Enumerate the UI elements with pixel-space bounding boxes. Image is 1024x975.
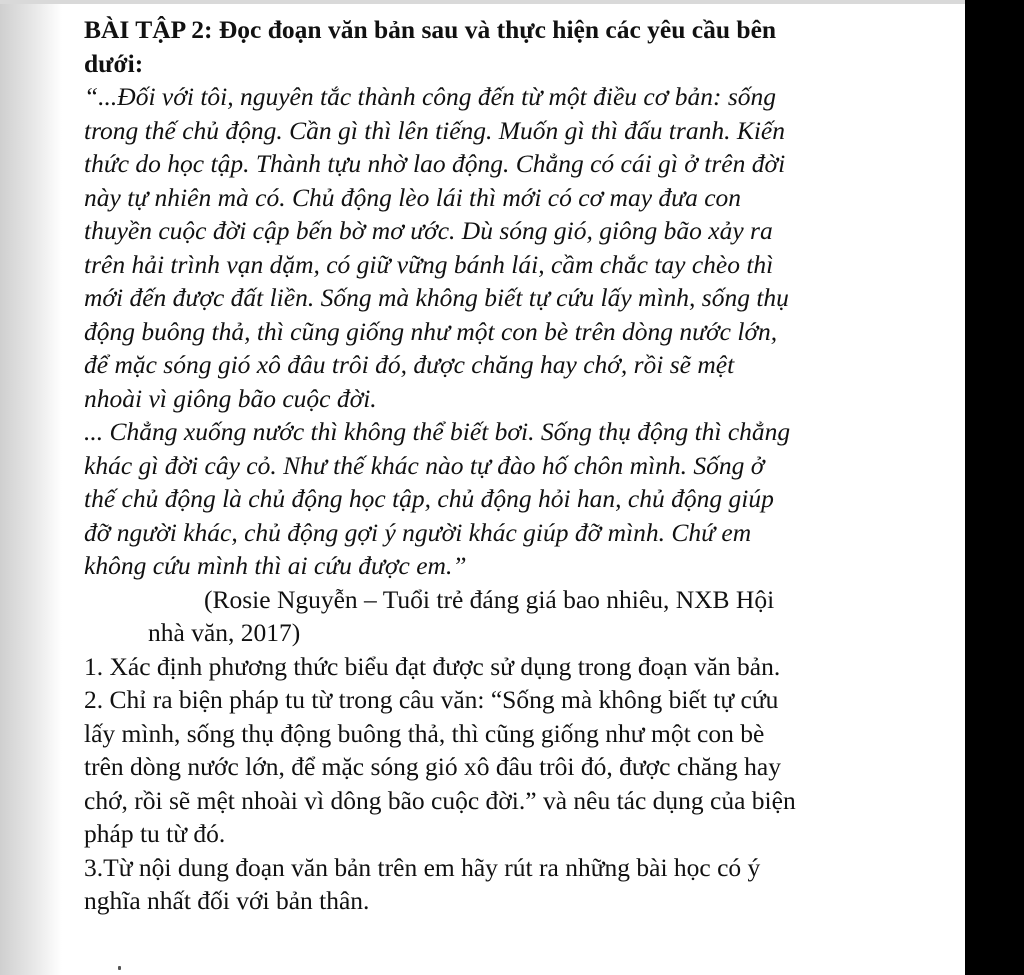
- passage-line: đỡ người khác, chủ động gợi ý người khác giúp đỡ mình. Chứ em: [84, 517, 752, 547]
- passage-line: thế chủ động là chủ động học tập, chủ động hỏi han, chủ động giúp: [84, 484, 774, 513]
- passage-line: ... Chẳng xuống nước thì không thể biết bơi. Sống thụ động thì chẳng: [84, 417, 791, 446]
- passage-line: “...Đối với tôi, nguyên tắc thành công đến từ một điều cơ bản: sống: [84, 82, 776, 111]
- question-line: chớ, rồi sẽ mệt nhoài vì dông bão cuộc đời.” và nêu tác dụng của biện: [84, 785, 796, 815]
- passage-line: khác gì đời cây cỏ. Như thế khác nào tự đào hố chôn mình. Sống ở: [84, 450, 765, 480]
- page-top-edge: [0, 0, 965, 4]
- document-content: [84, 13, 924, 918]
- source-line: (Rosie Nguyễn – Tuổi trẻ đáng giá bao nhiêu, NXB Hội: [204, 584, 775, 614]
- question-line: trên dòng nước lớn, để mặc sóng gió xô đâu trôi đó, được chăng hay: [84, 752, 781, 781]
- passage-line: thức do học tập. Thành tựu nhờ lao động. Chẳng có cái gì ở trên đời: [84, 149, 786, 178]
- paper-speck: [118, 966, 121, 970]
- question-line: pháp tu từ đó.: [84, 819, 226, 848]
- passage-line: không cứu mình thì ai cứu được em.”: [84, 551, 467, 580]
- title-line: dưới:: [84, 48, 144, 78]
- passage-source: [84, 583, 924, 650]
- title-line: BÀI TẬP 2: Đọc đoạn văn bản sau và thực hiện các yêu cầu bên: [84, 15, 777, 44]
- question-2: [84, 683, 924, 851]
- question-line: lấy mình, sống thụ động buông thả, thì cũng giống như một con bè: [84, 718, 765, 748]
- passage-line: trong thế chủ động. Cần gì thì lên tiếng. Muốn gì thì đấu tranh. Kiến: [84, 115, 785, 145]
- source-line: nhà văn, 2017): [148, 618, 301, 647]
- question-line: 2. Chỉ ra biện pháp tu từ trong câu văn: “Sống mà không biết tự cứu: [84, 685, 779, 714]
- question-line: nghĩa nhất đối với bản thân.: [84, 886, 370, 915]
- passage-line: nhoài vì giông bão cuộc đời.: [84, 383, 377, 413]
- question-line: 3.Từ nội dung đoạn văn bản trên em hãy rút ra những bài học có ý: [84, 852, 761, 882]
- passage-line: để mặc sóng gió xô đâu trôi đó, được chăng hay chớ, rồi sẽ mệt: [84, 350, 735, 379]
- exercise-title: [84, 13, 924, 80]
- passage-line: động buông thả, thì cũng giống như một con bè trên dòng nước lớn,: [84, 316, 778, 346]
- passage-line: mới đến được đất liền. Sống mà không biết tự cứu lấy mình, sống thụ: [84, 283, 789, 312]
- question-line: 1. Xác định phương thức biểu đạt được sử dụng trong đoạn văn bản.: [84, 651, 781, 681]
- quoted-passage: [84, 80, 924, 583]
- question-1: [84, 650, 924, 684]
- passage-line: trên hải trình vạn dặm, có giữ vững bánh lái, cầm chắc tay chèo thì: [84, 249, 774, 279]
- passage-line: thuyền cuộc đời cập bến bờ mơ ước. Dù sóng gió, giông bão xảy ra: [84, 216, 773, 245]
- question-3: [84, 851, 924, 918]
- page-shadow-strip: [0, 0, 62, 975]
- passage-line: này tự nhiên mà có. Chủ động lèo lái thì mới có cơ may đưa con: [84, 182, 742, 212]
